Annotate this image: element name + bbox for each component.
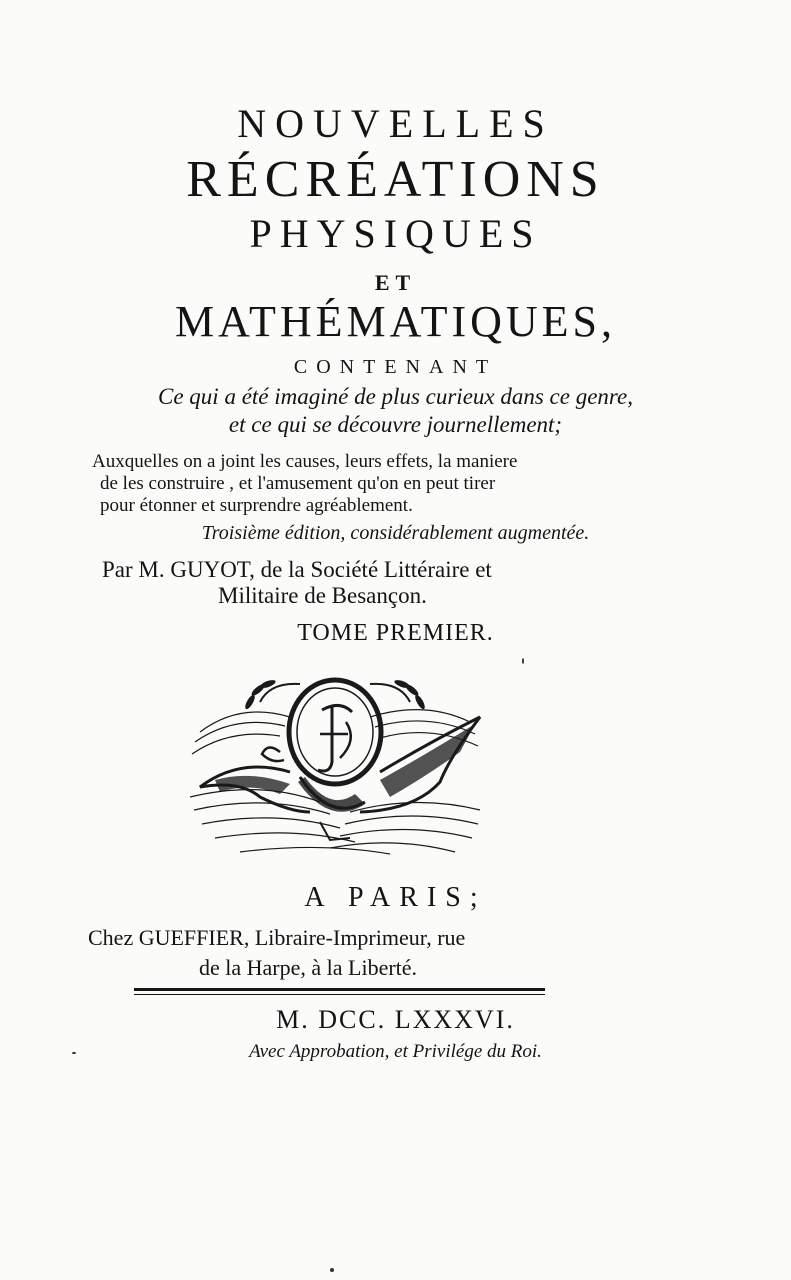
imprint-privilege: Avec Approbation, et Privilége du Roi. (249, 1041, 542, 1062)
subtitle-italic-1: Ce qui a été imaginé de plus curieux dans ce genre, (158, 384, 633, 409)
subtitle-body-2: de les construire , et l'amusement qu'on en peut tirer (100, 473, 496, 494)
divider-rule-thin (134, 994, 545, 995)
imprint-publisher-1: Chez GUEFFIER, Libraire-Imprimeur, rue (88, 925, 466, 950)
divider-rule-thick (134, 988, 545, 991)
title-line-6: CONTENANT (293, 356, 498, 378)
author-line-2: Militaire de Besançon. (218, 583, 427, 608)
title-line-1: NOUVELLES (237, 101, 554, 146)
volume-label: TOME PREMIER. (297, 620, 494, 646)
subtitle-body-1: Auxquelles on a joint les causes, leurs effets, la maniere (92, 451, 518, 472)
author-line-1: Par M. GUYOT, de la Société Littéraire et (102, 557, 492, 582)
subtitle-body-3: pour étonner et surprendre agréablement. (100, 495, 413, 516)
title-line-5: MATHÉMATIQUES, (175, 297, 616, 346)
subtitle-italic-2: et ce qui se découvre journellement; (228, 412, 563, 437)
imprint-city: A PARIS; (304, 882, 487, 913)
edition-note: Troisième édition, considérablement augmentée. (201, 522, 590, 544)
ink-speck (72, 1052, 76, 1054)
eagle-monogram-vignette-icon (180, 662, 490, 872)
title-line-4: ET (374, 270, 417, 295)
imprint-year: M. DCC. LXXXVI. (276, 1005, 515, 1034)
ink-speck (330, 1268, 334, 1272)
title-line-3: PHYSIQUES (249, 211, 542, 256)
imprint-publisher-2: de la Harpe, à la Liberté. (199, 955, 418, 980)
title-line-2: RÉCRÉATIONS (186, 151, 605, 208)
ink-speck (522, 658, 524, 664)
